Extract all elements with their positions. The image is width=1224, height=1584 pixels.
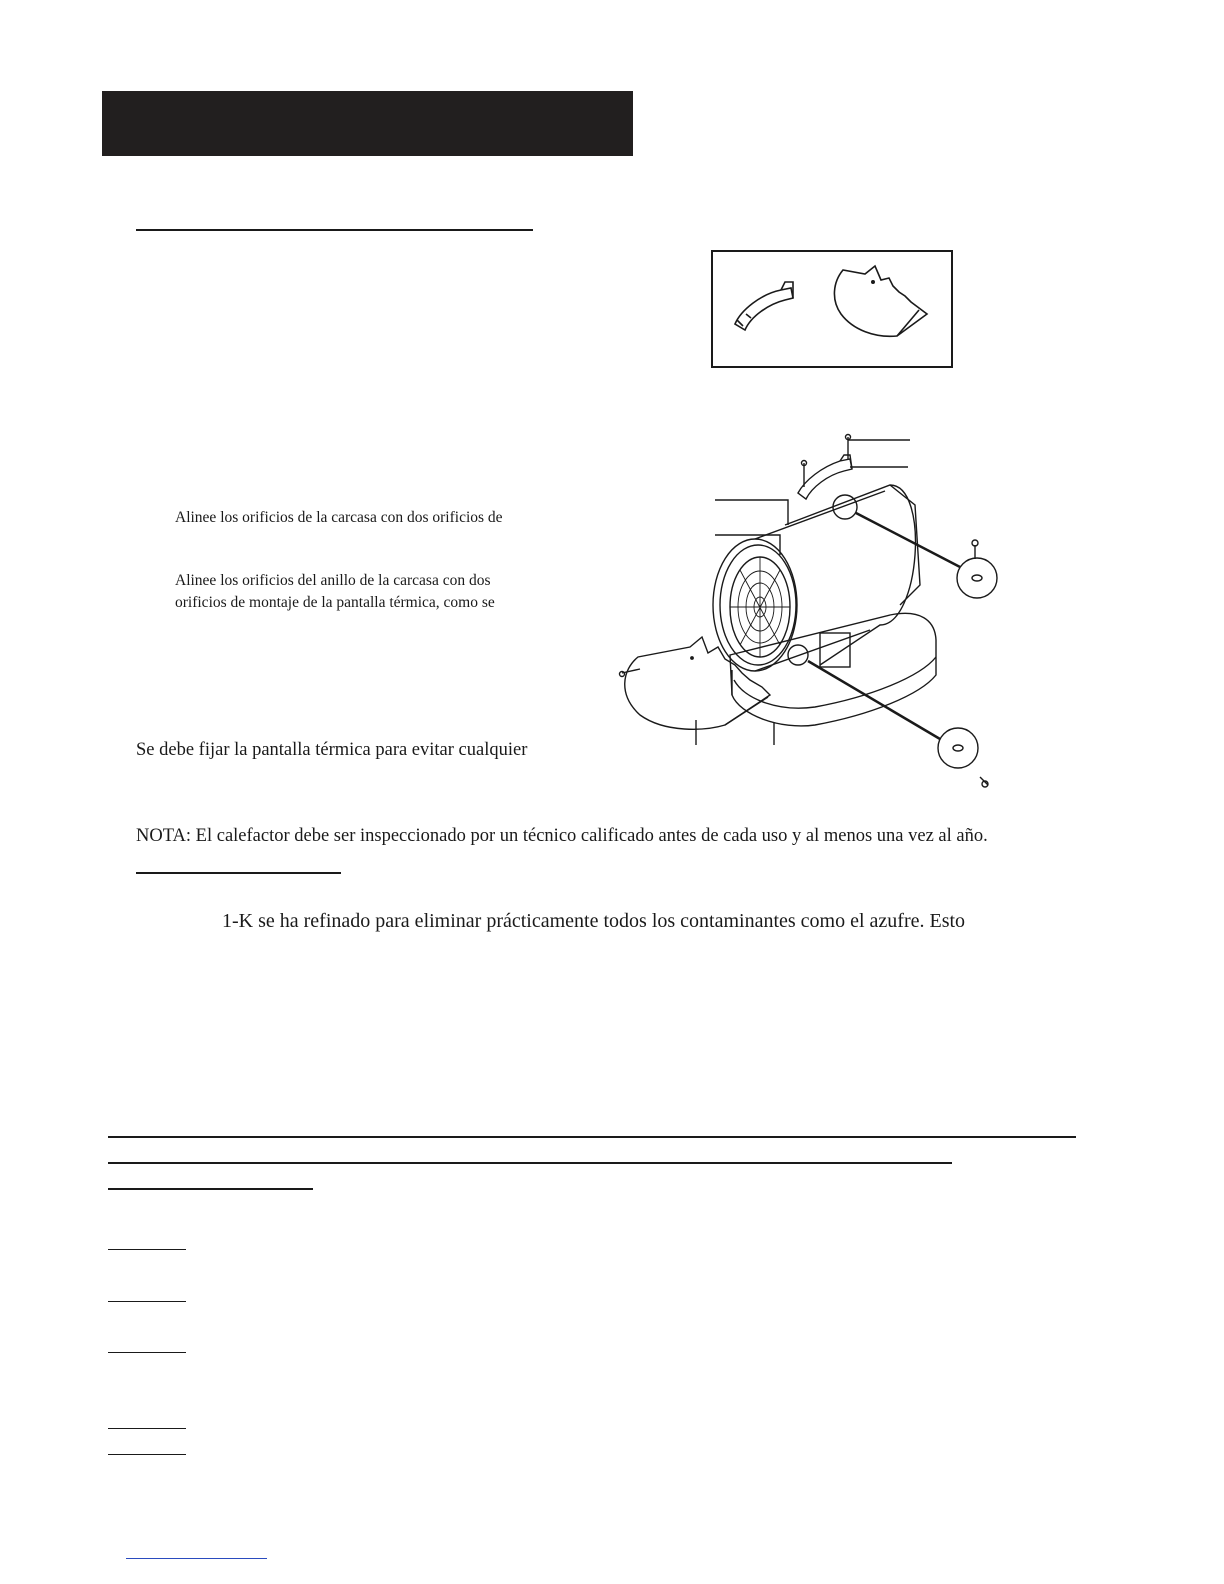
assembly-step-ring-line2: orificios de montaje de la pantalla térmica, como se — [175, 594, 495, 611]
list-marker-4 — [108, 1428, 186, 1429]
warning-rule-3 — [108, 1188, 313, 1190]
handle-icon — [735, 282, 793, 330]
warning-rule-1 — [108, 1136, 1076, 1138]
parts-figure — [713, 252, 951, 366]
fuel-section-underline — [136, 872, 341, 874]
heat-shield-icon — [834, 266, 927, 336]
heater-exploded-view — [600, 425, 1040, 800]
section-title-underline — [136, 229, 533, 231]
warning-rule-2 — [108, 1162, 952, 1164]
list-marker-1 — [108, 1249, 186, 1250]
fuel-tank-base — [730, 613, 936, 726]
fuel-paragraph-line1: 1-K se ha refinado para eliminar prácticamente todos los contaminantes como el azufre. Esto — [222, 910, 966, 932]
heat-shield-warning: Se debe fijar la pantalla térmica para evitar cualquier — [136, 740, 528, 760]
list-marker-3 — [108, 1352, 186, 1353]
assembly-step-housing: Alinee los orificios de la carcasa con dos orificios de — [175, 509, 503, 526]
footer-link-underline[interactable] — [126, 1558, 267, 1559]
inspection-note: NOTA: El calefactor debe ser inspeccionado por un técnico calificado antes de cada uso y al menos una vez al año. — [136, 826, 988, 846]
assembly-step-ring-line1: Alinee los orificios del anillo de la carcasa con dos — [175, 572, 491, 589]
heater-assembly-diagram — [600, 425, 1040, 800]
list-marker-5 — [108, 1454, 186, 1455]
section-header-bar — [102, 91, 633, 156]
list-marker-2 — [108, 1301, 186, 1302]
parts-figure-box — [711, 250, 953, 368]
